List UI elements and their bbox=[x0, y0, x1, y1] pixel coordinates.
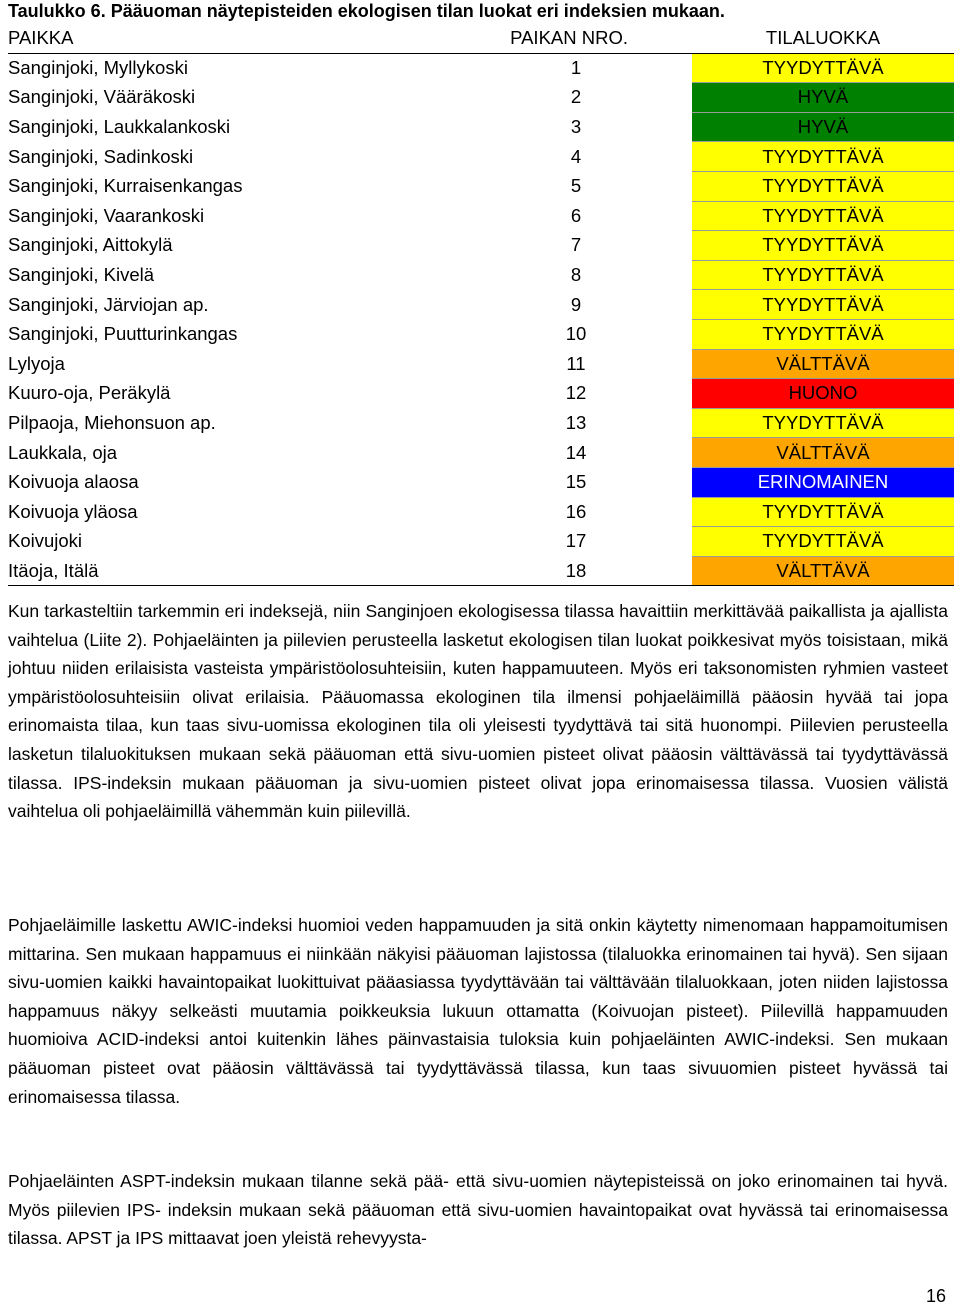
cell-place: Koivuoja alaosa bbox=[8, 471, 139, 493]
cell-class: TYYDYTTÄVÄ bbox=[692, 231, 954, 261]
classification-table bbox=[8, 24, 954, 586]
cell-number: 5 bbox=[570, 175, 582, 197]
table-row bbox=[8, 231, 954, 261]
cell-class: TYYDYTTÄVÄ bbox=[692, 142, 954, 172]
table-row bbox=[8, 319, 954, 349]
cell-number: 9 bbox=[570, 293, 582, 315]
cell-number: 17 bbox=[565, 530, 587, 552]
cell-place: Pilpaoja, Miehonsuon ap. bbox=[8, 412, 216, 434]
cell-class: TYYDYTTÄVÄ bbox=[692, 290, 954, 320]
cell-number: 8 bbox=[570, 264, 582, 286]
header-class: TILALUOKKA bbox=[692, 24, 954, 53]
cell-place: Kuuro-oja, Peräkylä bbox=[8, 382, 171, 404]
cell-number: 13 bbox=[565, 412, 587, 434]
table-caption: Taulukko 6. Pääuoman näytepisteiden ekologisen tilan luokat eri indeksien mukaan. bbox=[8, 1, 725, 21]
table-row bbox=[8, 201, 954, 231]
cell-number: 11 bbox=[566, 352, 586, 374]
cell-class: TYYDYTTÄVÄ bbox=[692, 497, 954, 527]
cell-place: Sanginjoki, Sadinkoski bbox=[8, 145, 194, 167]
header-place: PAIKKA bbox=[8, 24, 450, 53]
cell-place: Sanginjoki, Myllykoski bbox=[8, 57, 188, 79]
cell-number: 2 bbox=[570, 86, 582, 108]
table-row bbox=[8, 142, 954, 172]
cell-number: 10 bbox=[565, 323, 587, 345]
cell-number: 1 bbox=[570, 57, 582, 79]
table-row bbox=[8, 527, 954, 557]
cell-number: 4 bbox=[570, 145, 582, 167]
cell-place: Sanginjoki, Kivelä bbox=[8, 264, 155, 286]
cell-place: Sanginjoki, Puutturinkangas bbox=[8, 323, 238, 345]
cell-class: TYYDYTTÄVÄ bbox=[692, 260, 954, 290]
cell-number: 7 bbox=[570, 234, 582, 256]
cell-number: 14 bbox=[565, 441, 587, 463]
cell-number: 12 bbox=[565, 382, 587, 404]
paragraph-1: Kun tarkasteltiin tarkemmin eri indeksejä, niin Sanginjoen ekologisessa tilassa havaittiin merkittävää paikallista ja ajallista vaihtelua (Liite 2). Pohjaeläinten ja piilevien perusteella lasketut ekologisen tilan luokat poikkesivat myös toisistaan, mikä johtuu niiden erilaisista vasteista ympäristöolosuhteisiin, kuten happamuuteen. Myös eri taksonomisten ryhmien vasteet ympäristöolosuhteisiin olivat erilaisia. Pääuomassa ekologinen tila ilmensi pohjaeläimillä pääosin hyvää tai jopa erinomaista tilaa, kun taas sivu-uomissa ekologinen tila oli yleisesti tyydyttävä tai sitä huonompi. Piilevien perusteella lasketun tilaluokituksen mukaan sekä pääuoman että sivu-uomien pisteet olivat pääosin välttävässä tai tyydyttävässä tilassa. IPS-indeksin mukaan pääuoman ja sivu-uomien pisteet olivat jopa erinomaisessa tilassa. Vuosien välistä vaihtelua oli pohjaeläimillä vähemmän kuin piilevillä. bbox=[8, 601, 948, 822]
table-row bbox=[8, 53, 954, 83]
table-row bbox=[8, 556, 954, 586]
table-row bbox=[8, 467, 954, 497]
table-row bbox=[8, 171, 954, 201]
table-row bbox=[8, 349, 954, 379]
table-row bbox=[8, 408, 954, 438]
cell-place: Sanginjoki, Aittokylä bbox=[8, 234, 173, 256]
cell-class: VÄLTTÄVÄ bbox=[692, 349, 954, 379]
cell-class: TYYDYTTÄVÄ bbox=[692, 53, 954, 83]
header-number: PAIKAN NRO. bbox=[450, 24, 692, 53]
cell-place: Sanginjoki, Vaarankoski bbox=[8, 204, 205, 226]
cell-class: VÄLTTÄVÄ bbox=[692, 556, 954, 586]
cell-class: HUONO bbox=[692, 379, 954, 409]
table-row bbox=[8, 497, 954, 527]
cell-place: Lylyoja bbox=[8, 352, 65, 374]
cell-place: Laukkala, oja bbox=[8, 441, 118, 463]
cell-class: TYYDYTTÄVÄ bbox=[692, 171, 954, 201]
table-row bbox=[8, 112, 954, 142]
table-row bbox=[8, 260, 954, 290]
table-header-row bbox=[8, 24, 954, 53]
cell-number: 16 bbox=[565, 500, 587, 522]
cell-place: Koivujoki bbox=[8, 530, 83, 552]
cell-place: Itäoja, Itälä bbox=[8, 556, 450, 586]
cell-class: HYVÄ bbox=[692, 112, 954, 142]
cell-class: HYVÄ bbox=[692, 83, 954, 113]
cell-number: 3 bbox=[570, 116, 582, 138]
cell-number: 6 bbox=[570, 204, 582, 226]
cell-number: 18 bbox=[450, 556, 692, 586]
cell-place: Sanginjoki, Kurraisenkangas bbox=[8, 175, 243, 197]
cell-place: Koivuoja yläosa bbox=[8, 500, 138, 522]
paragraph-3: Pohjaeläinten ASPT-indeksin mukaan tilanne sekä pää- että sivu-uomien näytepisteissä on joko erinomainen tai hyvä. Myös piilevien IPS- indeksin mukaan sekä pääuoman että sivu-uomien havaintopaikat ovat hyvässä tai erinomaisessa tilassa. APST ja IPS mittaavat joen yleistä rehevyysta- bbox=[8, 1171, 948, 1249]
table-row bbox=[8, 438, 954, 468]
cell-class: ERINOMAINEN bbox=[692, 467, 954, 497]
cell-number: 15 bbox=[565, 471, 587, 493]
cell-class: TYYDYTTÄVÄ bbox=[692, 319, 954, 349]
page-number: 16 bbox=[925, 1286, 946, 1306]
cell-place: Sanginjoki, Laukkalankoski bbox=[8, 116, 231, 138]
table-row bbox=[8, 379, 954, 409]
cell-class: TYYDYTTÄVÄ bbox=[692, 527, 954, 557]
table-row bbox=[8, 290, 954, 320]
cell-place: Sanginjoki, Vääräkoski bbox=[8, 86, 196, 108]
cell-place: Sanginjoki, Järviojan ap. bbox=[8, 293, 209, 315]
cell-class: TYYDYTTÄVÄ bbox=[692, 408, 954, 438]
table-row bbox=[8, 83, 954, 113]
cell-class: VÄLTTÄVÄ bbox=[692, 438, 954, 468]
paragraph-2: Pohjaeläimille laskettu AWIC-indeksi huomioi veden happamuuden ja sitä onkin käytetty nimenomaan happamoitumisen mittarina. Sen mukaan happamuus ei niinkään näkyisi pääuoman lajistossa (tilaluokka erinomainen tai hyvä). Sen sijaan sivu-uomien kaikki havaintopaikat luokittuivat pääasiassa tyydyttävään tai välttävään tilaluokkaan, joten niiden lajistossa happamuus näkyy selkeästi muutamia poikkeuksia lukuun ottamatta (Koivuojan pisteet). Piilevillä happamuuden huomioiva ACID-indeksi antoi kuitenkin lähes päinvastaisia tuloksia kuin pohjaeläinten AWIC-indeksi. Sen mukaan pääuoman pisteet ovat pääosin välttävässä tai tyydyttävässä tilassa, kun taas sivuuomien pisteet hyvässä tai erinomaisessa tilassa. bbox=[8, 915, 948, 1107]
cell-class: TYYDYTTÄVÄ bbox=[692, 201, 954, 231]
